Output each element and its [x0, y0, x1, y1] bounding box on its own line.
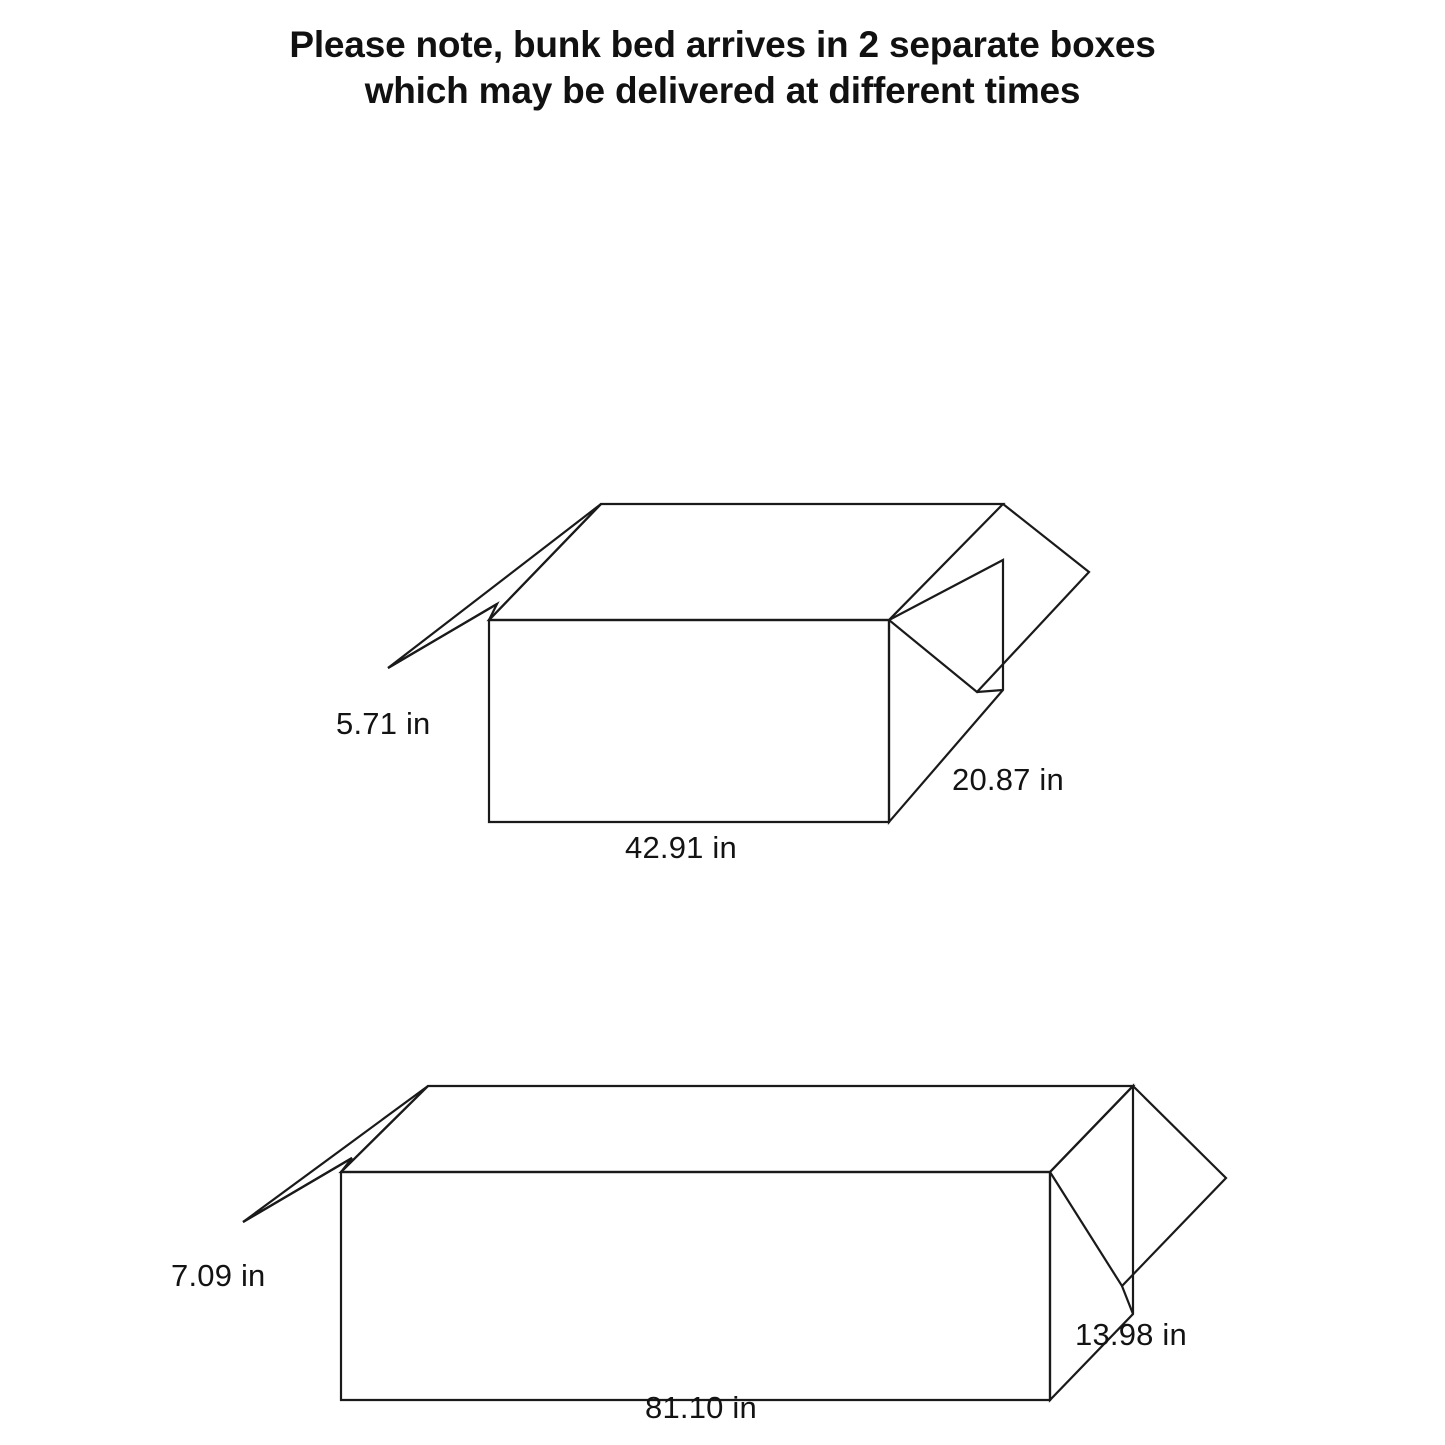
box-2-left-flap: [243, 1086, 428, 1222]
box-1-top-rim: [489, 504, 1003, 620]
box-2-left-flap-fold: [341, 1086, 428, 1172]
box-1-left-flap: [388, 504, 601, 668]
shipping-note-line-1: Please note, bunk bed arrives in 2 separate boxes: [289, 24, 1156, 65]
box-2-top-rim: [341, 1086, 1133, 1172]
box-2-right-flap: [1050, 1086, 1226, 1286]
box-1-right-flap-edge: [977, 690, 1003, 692]
box-2-depth-label: 13.98 in: [1075, 1317, 1187, 1352]
box-1-front-face: [489, 620, 889, 822]
box-1-right-flap: [889, 504, 1089, 692]
box-2-front-face: [341, 1172, 1050, 1400]
box-2-width-label: 81.10 in: [645, 1390, 757, 1425]
box-1-left-flap-edge: [388, 604, 497, 668]
box-2-height-label: 7.09 in: [171, 1258, 266, 1293]
shipping-note-line-2: which may be delivered at different times: [364, 70, 1081, 112]
box-2-left-flap-edge: [243, 1158, 352, 1222]
box-1-depth-label: 20.87 in: [952, 762, 1064, 797]
box-2-right-flap-edge: [1122, 1286, 1133, 1314]
box-1-width-label: 42.91 in: [625, 830, 737, 865]
box-1-height-label: 5.71 in: [336, 706, 431, 741]
box-1-left-flap-fold: [489, 504, 601, 620]
